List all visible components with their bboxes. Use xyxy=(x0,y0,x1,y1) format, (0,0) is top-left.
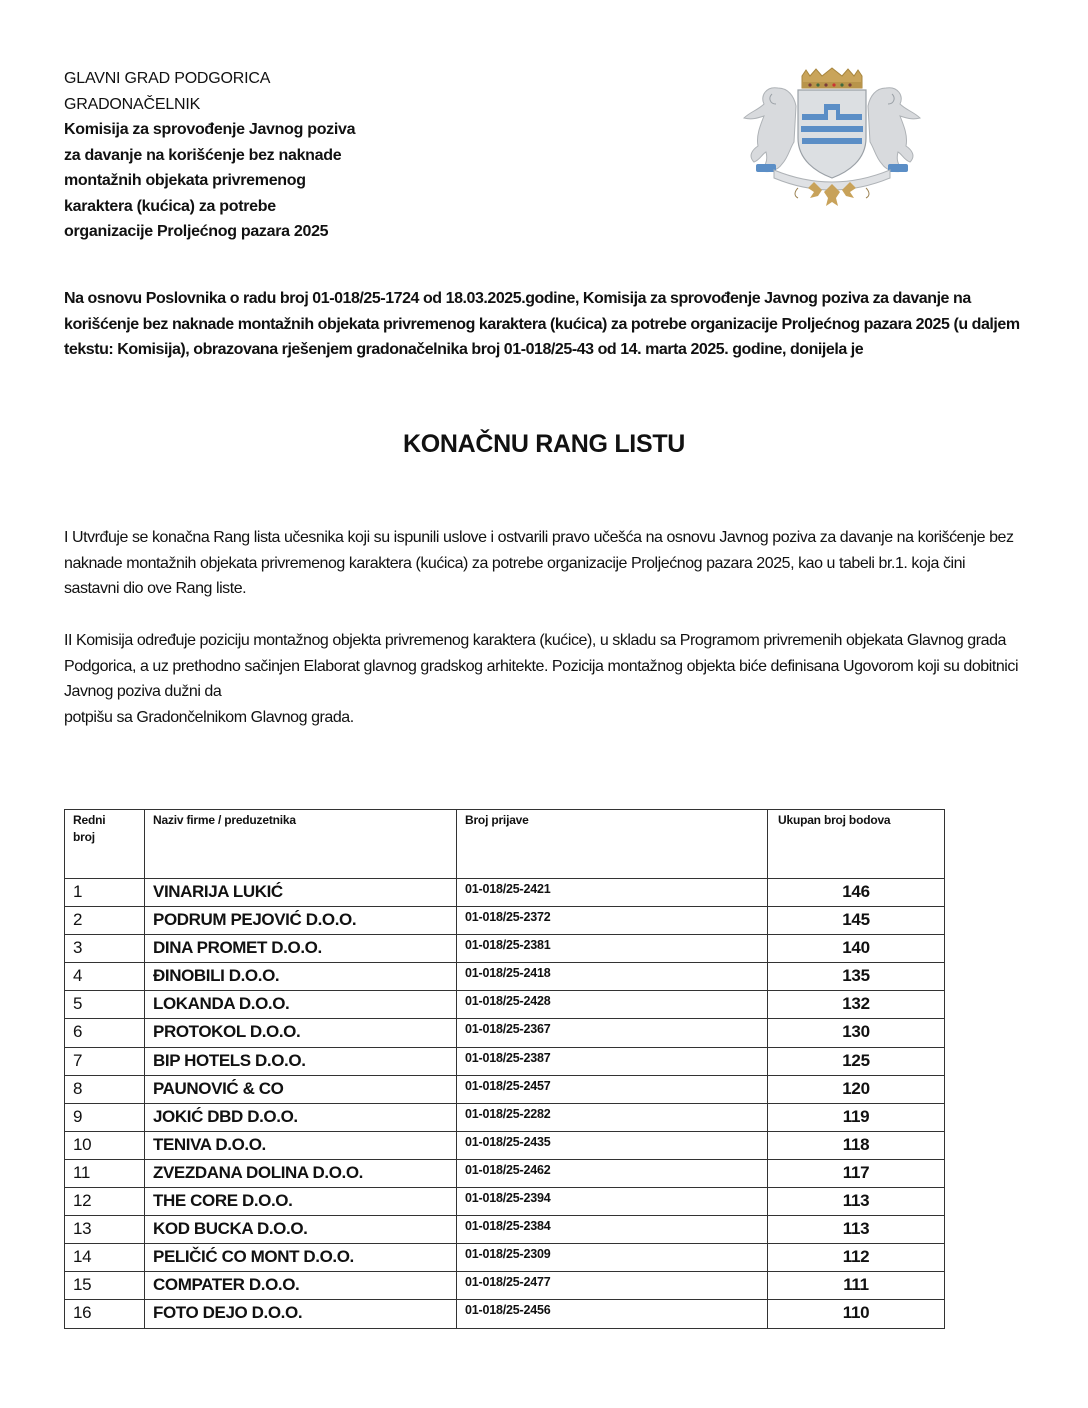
application-number: 01-018/25-2384 xyxy=(457,1216,768,1244)
preamble-text: Na osnovu Poslovnika o radu broj 01-018/25-1724 od 18.03.2025.godine, Komisija za sprovođenje Javnog poziva za davanje na korišćenje bez naknade montažnih objekata privremenog karaktera (kućica) za potrebe organizacije Proljećnog pazara 2025 (u daljem tekstu: Komisija), obrazovana rješenjem gradonačelnika broj 01-018/25-43 od 14. marta 2025. godine, donijela je xyxy=(64,290,1020,358)
rank-number: 8 xyxy=(65,1075,145,1103)
table-row xyxy=(65,907,945,935)
company-name: ZVEZDANA DOLINA D.O.O. xyxy=(145,1159,457,1187)
header-rank-number xyxy=(65,810,145,879)
rank-number: 6 xyxy=(65,1019,145,1047)
total-points: 135 xyxy=(768,963,945,991)
table-row xyxy=(65,963,945,991)
section-1-paragraph: I Utvrđuje se konačna Rang lista učesnika koji su ispunili uslove i ostvarili pravo učešća na osnovu Javnog poziva za davanje na korišćenje bez naknade montažnih objekata privremenog karaktera (kućica) za potrebe organizacije Proljećnog pazara 2025, kao u tabeli br.1. koja čini sastavni dio ove Rang liste. xyxy=(64,529,1014,597)
table-row xyxy=(65,1159,945,1187)
issuer-header xyxy=(64,66,424,245)
table-row xyxy=(65,1103,945,1131)
company-name: BIP HOTELS D.O.O. xyxy=(145,1047,457,1075)
total-points: 118 xyxy=(768,1131,945,1159)
header-rank-line-1: Redni xyxy=(73,813,106,827)
rank-number: 4 xyxy=(65,963,145,991)
application-number: 01-018/25-2421 xyxy=(457,879,768,907)
table-row xyxy=(65,879,945,907)
company-name: JOKIĆ DBD D.O.O. xyxy=(145,1103,457,1131)
rank-number: 13 xyxy=(65,1216,145,1244)
header-application-number: Broj prijave xyxy=(457,810,768,879)
total-points: 110 xyxy=(768,1300,945,1328)
rank-number: 10 xyxy=(65,1131,145,1159)
table-row xyxy=(65,935,945,963)
rank-number: 2 xyxy=(65,907,145,935)
total-points: 119 xyxy=(768,1103,945,1131)
table-header-row xyxy=(65,810,945,879)
company-name: TENIVA D.O.O. xyxy=(145,1131,457,1159)
company-name: LOKANDA D.O.O. xyxy=(145,991,457,1019)
document-title: KONAČNU RANG LISTU xyxy=(402,430,686,458)
coat-of-arms-icon xyxy=(738,66,926,208)
commission-line-1: Komisija za sprovođenje Javnog poziva xyxy=(64,121,356,138)
company-name: PODRUM PEJOVIĆ D.O.O. xyxy=(145,907,457,935)
table-row xyxy=(65,1216,945,1244)
application-number: 01-018/25-2394 xyxy=(457,1188,768,1216)
company-name: KOD BUCKA D.O.O. xyxy=(145,1216,457,1244)
application-number: 01-018/25-2428 xyxy=(457,991,768,1019)
total-points: 112 xyxy=(768,1244,945,1272)
rank-number: 3 xyxy=(65,935,145,963)
rank-number: 15 xyxy=(65,1272,145,1300)
table-row xyxy=(65,1272,945,1300)
section-1-text xyxy=(64,525,1024,602)
total-points: 145 xyxy=(768,907,945,935)
company-name: PROTOKOL D.O.O. xyxy=(145,1019,457,1047)
rank-number: 7 xyxy=(65,1047,145,1075)
company-name: PAUNOVIĆ & CO xyxy=(145,1075,457,1103)
company-name: ĐINOBILI D.O.O. xyxy=(145,963,457,991)
table-row xyxy=(65,991,945,1019)
company-name: COMPATER D.O.O. xyxy=(145,1272,457,1300)
commission-line-4: karaktera (kućica) za potrebe xyxy=(64,197,276,215)
rank-number: 11 xyxy=(65,1159,145,1187)
section-2-line-a: II Komisija određuje poziciju montažnog objekta privremenog karaktera (kućice), u skladu sa Programom privremenih objekata Glavnog grada Podgorica, a uz prethodno sačinjen Elaborat glavnog gradskog arhitekte. Pozicija montažnog objekta biće definisana Ugovorom koji su dobitnici Javnog poziva dužni da xyxy=(64,632,1019,700)
rank-number: 12 xyxy=(65,1188,145,1216)
application-number: 01-018/25-2418 xyxy=(457,963,768,991)
company-name: FOTO DEJO D.O.O. xyxy=(145,1300,457,1328)
table-row xyxy=(65,1047,945,1075)
application-number: 01-018/25-2387 xyxy=(457,1047,768,1075)
rank-number: 16 xyxy=(65,1300,145,1328)
commission-line-2: za davanje na korišćenje bez naknade xyxy=(64,146,342,164)
total-points: 120 xyxy=(768,1075,945,1103)
header-total-points: Ukupan broj bodova xyxy=(768,810,945,879)
rank-number: 1 xyxy=(65,879,145,907)
company-name: VINARIJA LUKIĆ xyxy=(145,879,457,907)
city-name: GLAVNI GRAD PODGORICA xyxy=(64,70,271,87)
ranking-table xyxy=(64,809,945,1329)
header-rank-line-2: broj xyxy=(73,830,95,844)
application-number: 01-018/25-2282 xyxy=(457,1103,768,1131)
application-number: 01-018/25-2462 xyxy=(457,1159,768,1187)
section-2-text xyxy=(64,628,1024,730)
table-row xyxy=(65,1019,945,1047)
total-points: 125 xyxy=(768,1047,945,1075)
commission-line-5: organizacije Proljećnog pazara 2025 xyxy=(64,223,329,240)
application-number: 01-018/25-2372 xyxy=(457,907,768,935)
table-row xyxy=(65,1244,945,1272)
application-number: 01-018/25-2457 xyxy=(457,1075,768,1103)
application-number: 01-018/25-2309 xyxy=(457,1244,768,1272)
total-points: 130 xyxy=(768,1019,945,1047)
application-number: 01-018/25-2381 xyxy=(457,935,768,963)
table-row xyxy=(65,1131,945,1159)
application-number: 01-018/25-2435 xyxy=(457,1131,768,1159)
rank-number: 5 xyxy=(65,991,145,1019)
total-points: 146 xyxy=(768,879,945,907)
total-points: 117 xyxy=(768,1159,945,1187)
table-row xyxy=(65,1188,945,1216)
company-name: THE CORE D.O.O. xyxy=(145,1188,457,1216)
table-row xyxy=(65,1300,945,1328)
total-points: 111 xyxy=(768,1272,945,1300)
total-points: 113 xyxy=(768,1216,945,1244)
commission-line-3: montažnih objekata privremenog xyxy=(64,172,306,189)
company-name: DINA PROMET D.O.O. xyxy=(145,935,457,963)
company-name: PELIČIĆ CO MONT D.O.O. xyxy=(145,1244,457,1272)
office-name: GRADONAČELNIK xyxy=(64,95,201,113)
rank-number: 14 xyxy=(65,1244,145,1272)
total-points: 132 xyxy=(768,991,945,1019)
section-2-line-b: potpišu sa Gradončelnikom Glavnog grada. xyxy=(64,708,354,726)
total-points: 140 xyxy=(768,935,945,963)
header-company-name: Naziv firme / preduzetnika xyxy=(145,810,457,879)
rank-number: 9 xyxy=(65,1103,145,1131)
total-points: 113 xyxy=(768,1188,945,1216)
table-row xyxy=(65,1075,945,1103)
application-number: 01-018/25-2477 xyxy=(457,1272,768,1300)
application-number: 01-018/25-2456 xyxy=(457,1300,768,1328)
application-number: 01-018/25-2367 xyxy=(457,1019,768,1047)
